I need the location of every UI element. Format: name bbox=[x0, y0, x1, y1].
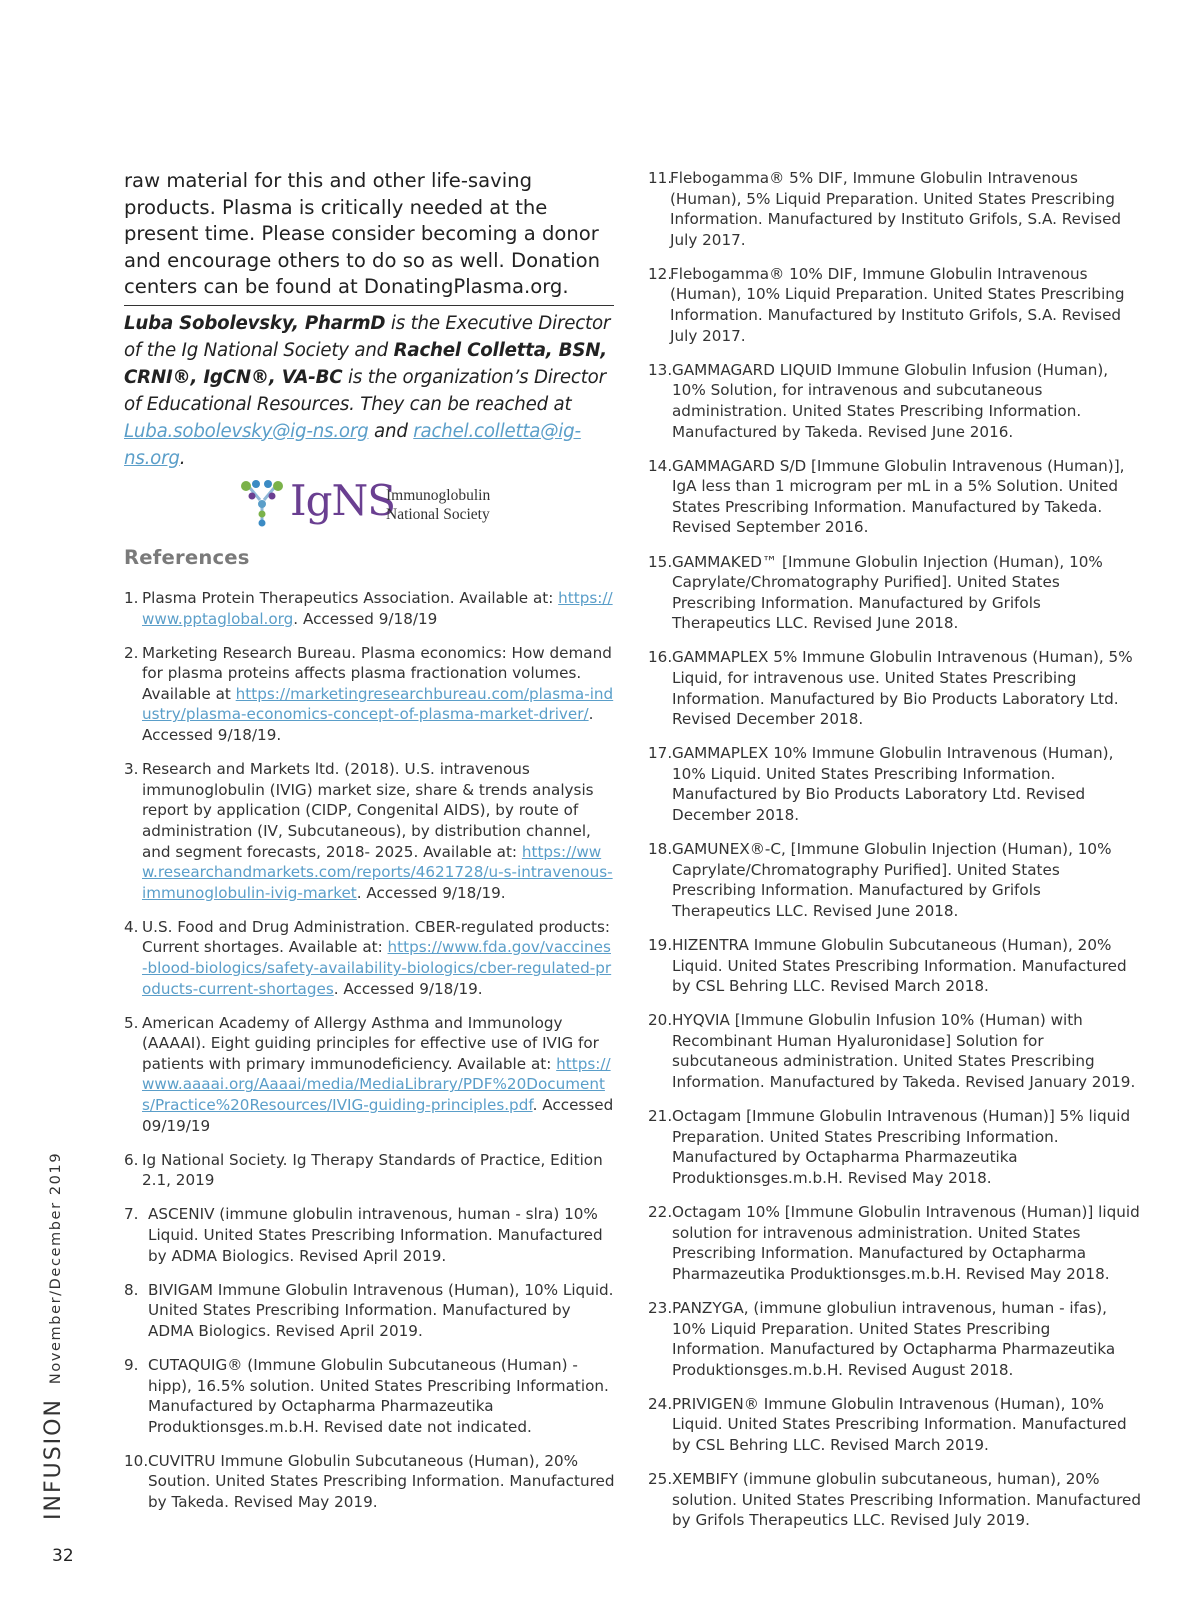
magazine-title: INFUSION bbox=[41, 1398, 66, 1520]
logo-org-line-2: National Society bbox=[386, 506, 490, 523]
reference-item bbox=[124, 1204, 616, 1266]
reference-item bbox=[124, 1280, 616, 1342]
reference-number: 11. bbox=[648, 169, 673, 187]
reference-citation: American Academy of Allergy Asthma and Immunology (AAAAI). Eight guiding principles for effective use of IVIG for patients with primary immunodeficiency. Available at: bbox=[142, 1013, 599, 1073]
reference-citation: BIVIGAM Immune Globulin Intravenous (Human), 10% Liquid. United States Prescribing Information. Manufactured by ADMA Biologics. Revised April 2019. bbox=[148, 1280, 614, 1340]
reference-citation: ASCENIV (immune globulin intravenous, human - slra) 10% Liquid. United States Prescribing Information. Manufactured by ADMA Biologics. Revised April 2019. bbox=[148, 1205, 603, 1265]
reference-text: Flebogamma® 5% DIF, Immune Globulin Intravenous (Human), 5% Liquid Preparation. United States Prescribing Information. Manufactured by Instituto Grifols, S.A. Revised July 2017. bbox=[670, 169, 1122, 249]
reference-number: 23. bbox=[648, 1298, 673, 1317]
reference-text bbox=[124, 1451, 616, 1513]
reference-item bbox=[648, 1469, 1143, 1531]
reference-text: HYQVIA [Immune Globulin Infusion 10% (Human) with Recombinant Human Hyaluronidase] Solution for subcutaneous administration. United States Prescribing Information. Manufactured by Takeda. Revised January 2019. bbox=[672, 1011, 1136, 1092]
reference-item bbox=[648, 1394, 1143, 1456]
reference-text bbox=[124, 759, 616, 903]
references-list-left bbox=[124, 588, 616, 1526]
reference-number: 9. bbox=[124, 1356, 139, 1374]
reference-text: GAMMAPLEX 5% Immune Globulin Intravenous (Human), 5% Liquid, for intravenous use. United States Prescribing Information. Manufactured by Bio Products Laboratory Ltd. Revised December 2018. bbox=[672, 648, 1133, 729]
reference-citation: Ig National Society. Ig Therapy Standards of Practice, Edition 2.1, 2019 bbox=[142, 1150, 603, 1190]
references-list-right bbox=[648, 168, 1143, 1544]
author-name-2: Rachel Colletta, BSN, CRNI®, IgCN®, VA-BC bbox=[124, 339, 607, 388]
reference-item bbox=[648, 168, 1143, 250]
reference-item bbox=[648, 360, 1143, 442]
reference-number: 2. bbox=[124, 643, 139, 662]
reference-text: GAMMAGARD LIQUID Immune Globulin Infusion (Human), 10% Solution, for intravenous and subcutaneous administration. United States Prescribing Information. Manufactured by Takeda. Revised June 2016. bbox=[672, 360, 1109, 441]
molecule-icon bbox=[238, 478, 288, 528]
reference-item bbox=[124, 643, 616, 746]
reference-citation: Research and Markets ltd. (2018). U.S. intravenous immunoglobulin (IVIG) market size, share & trends analysis report by application (CIDP, Congenital AIDS), by route of administration (IV, Subcutaneous), by distribution channel, and segment forecasts, 2018- 2025. Available at: bbox=[142, 760, 594, 861]
reference-text: GAMMAPLEX 10% Immune Globulin Intravenous (Human), 10% Liquid. United States Prescribing Information. Manufactured by Bio Products Laboratory Ltd. Revised December 2018. bbox=[672, 744, 1114, 825]
reference-citation: CUTAQUIG® (Immune Globulin Subcutaneous (Human) - hipp), 16.5% solution. United States Prescribing Information. Manufactured by Octapharma Pharmazeutika Produktionsges.m.b.H. Revised date not indicated. bbox=[148, 1356, 609, 1436]
reference-number: 14. bbox=[648, 456, 673, 475]
reference-link[interactable]: https://www.researchandmarkets.com/reports/4621728/u-s-intravenous-immunoglobulin-ivig-market bbox=[142, 842, 613, 902]
reference-item bbox=[124, 759, 616, 903]
reference-item bbox=[648, 264, 1143, 346]
reference-item bbox=[648, 743, 1143, 825]
reference-citation: Marketing Research Bureau. Plasma economics: How demand for plasma proteins affects plasma fractionation volumes. Available at bbox=[142, 643, 612, 703]
reference-number: 4. bbox=[124, 917, 139, 936]
reference-number: 1. bbox=[124, 589, 139, 607]
email-link-rachel[interactable]: rachel.colletta@ig-ns.org bbox=[124, 420, 581, 469]
reference-text: Octagam 10% [Immune Globulin Intravenous (Human)] liquid solution for intravenous administration. United States Prescribing Information. Manufactured by Octapharma Pharmazeutika Produktionsges.m.b.H. Revised May 2018. bbox=[672, 1203, 1140, 1283]
logo-org-line-1: Immunoglobulin bbox=[386, 487, 491, 504]
reference-number: 19. bbox=[648, 936, 673, 954]
logo-wordmark: IgNS bbox=[290, 476, 395, 525]
reference-item bbox=[124, 1013, 616, 1137]
reference-item bbox=[648, 552, 1143, 634]
reference-text: GAMMAGARD S/D [Immune Globulin Intravenous (Human)], IgA less than 1 microgram per mL in a 5% Solution. United States Prescribing Information. Manufactured by Takeda. Revised September 2016. bbox=[672, 456, 1125, 537]
reference-citation: Plasma Protein Therapeutics Association. Available at: bbox=[142, 589, 559, 607]
reference-text: PRIVIGEN® Immune Globulin Intravenous (Human), 10% Liquid. United States Prescribing Information. Manufactured by CSL Behring LLC. Revised March 2019. bbox=[672, 1394, 1127, 1454]
left-column bbox=[124, 168, 614, 472]
references-heading: References bbox=[124, 546, 250, 569]
reference-number: 5. bbox=[124, 1013, 139, 1032]
reference-item bbox=[124, 588, 616, 629]
bio-text-3: and bbox=[368, 420, 414, 442]
reference-text bbox=[124, 643, 616, 746]
email-link-luba[interactable]: Luba.sobolevsky@ig-ns.org bbox=[124, 420, 369, 442]
reference-text bbox=[124, 1204, 616, 1266]
reference-text: XEMBIFY (immune globulin subcutaneous, human), 20% solution. United States Prescribing Information. Manufactured by Grifols Therapeutics LLC. Revised July 2019. bbox=[672, 1470, 1142, 1530]
reference-number: 24. bbox=[648, 1394, 673, 1413]
reference-text bbox=[124, 588, 616, 629]
reference-number: 16. bbox=[648, 648, 673, 667]
issue-date: November/December 2019 bbox=[48, 1151, 64, 1385]
reference-text bbox=[124, 917, 616, 999]
reference-link[interactable]: https://www.aaaai.org/Aaaai/media/MediaLibrary/PDF%20Documents/Practice%20Resources/IVIG-guiding-principles.pdf bbox=[142, 1054, 611, 1115]
reference-item bbox=[648, 839, 1143, 921]
reference-number: 7. bbox=[124, 1205, 139, 1224]
reference-item bbox=[124, 1355, 616, 1437]
reference-text bbox=[124, 1280, 616, 1342]
reference-text bbox=[124, 1013, 616, 1137]
reference-number: 3. bbox=[124, 760, 139, 779]
logo-org-name bbox=[386, 486, 490, 524]
reference-text bbox=[124, 1355, 616, 1437]
igns-logo bbox=[238, 478, 498, 536]
reference-accessed: . Accessed 9/18/19. bbox=[356, 883, 506, 902]
bio-text-4: . bbox=[179, 447, 186, 469]
bio-text-2: is the organization’s Director of Educational Resources. They can be reached at bbox=[124, 366, 606, 415]
reference-item bbox=[648, 1106, 1143, 1188]
reference-text: GAMUNEX®-C, [Immune Globulin Injection (Human), 10% Caprylate/Chromatography Purified]. United States Prescribing Information. Manufactured by Grifols Therapeutics LLC. Revised June 2018. bbox=[672, 840, 1112, 920]
divider-rule bbox=[124, 305, 614, 306]
reference-number: 20. bbox=[648, 1011, 673, 1030]
reference-text: Flebogamma® 10% DIF, Immune Globulin Intravenous (Human), 10% Liquid Preparation. United States Prescribing Information. Manufactured by Instituto Grifols, S.A. Revised July 2017. bbox=[670, 264, 1125, 345]
reference-link[interactable]: https://marketingresearchbureau.com/plasma-industry/plasma-economics-concept-of-plasma-market-driver/ bbox=[142, 684, 614, 724]
reference-item bbox=[648, 1202, 1143, 1284]
reference-number: 17. bbox=[648, 744, 673, 763]
reference-text: GAMMAKED™ [Immune Globulin Injection (Human), 10% Caprylate/Chromatography Purified]. United States Prescribing Information. Manufactured by Grifols Therapeutics LLC. Revised June 2018. bbox=[672, 552, 1103, 633]
reference-accessed: . Accessed 9/18/19 bbox=[293, 609, 438, 628]
reference-item bbox=[648, 1010, 1143, 1092]
lead-paragraph: raw material for this and other life-saving products. Plasma is critically needed at the present time. Please consider becoming a donor and encourage others to do so as well. Donation centers can be found at DonatingPlasma.org. bbox=[124, 169, 601, 298]
reference-number: 22. bbox=[648, 1203, 673, 1222]
reference-citation: U.S. Food and Drug Administration. CBER-regulated products: Current shortages. Available at: bbox=[142, 917, 611, 957]
reference-text bbox=[124, 1150, 616, 1191]
reference-number: 25. bbox=[648, 1470, 673, 1489]
reference-item bbox=[648, 456, 1143, 538]
reference-number: 10. bbox=[124, 1451, 149, 1470]
reference-number: 8. bbox=[124, 1280, 139, 1299]
reference-number: 15. bbox=[648, 552, 673, 571]
reference-item bbox=[124, 917, 616, 999]
reference-item bbox=[124, 1150, 616, 1191]
reference-number: 18. bbox=[648, 840, 673, 859]
author-bio bbox=[124, 310, 614, 472]
reference-item bbox=[124, 1451, 616, 1513]
reference-item bbox=[648, 1298, 1143, 1380]
reference-number: 6. bbox=[124, 1150, 139, 1169]
reference-accessed: . Accessed 09/19/19 bbox=[142, 1096, 614, 1135]
reference-item bbox=[648, 647, 1143, 729]
reference-number: 13. bbox=[648, 360, 673, 379]
reference-accessed: . Accessed 9/18/19. bbox=[142, 705, 594, 745]
reference-text: Octagam [Immune Globulin Intravenous (Human)] 5% liquid Preparation. United States Prescribing Information. Manufactured by Octapharma Pharmazeutika Produktionsges.m.b.H. Revised May 2018. bbox=[672, 1107, 1131, 1187]
reference-text: PANZYGA, (immune globuliun intravenous, human - ifas), 10% Liquid Preparation. United States Prescribing Information. Manufactured by Octapharma Pharmazeutika Produktionsges.m.b.H. Revised August 2018. bbox=[672, 1298, 1116, 1379]
reference-accessed: . Accessed 9/18/19. bbox=[333, 979, 483, 998]
author-name-1: Luba Sobolevsky, PharmD bbox=[124, 312, 386, 334]
page-number: 32 bbox=[52, 1546, 74, 1566]
reference-link[interactable]: https://www.pptaglobal.org bbox=[142, 589, 613, 628]
magazine-sidebar bbox=[41, 1152, 66, 1520]
reference-item bbox=[648, 935, 1143, 997]
reference-link[interactable]: https://www.fda.gov/vaccines-blood-biologics/safety-availability-biologics/cber-regulated-products-current-shortages bbox=[142, 938, 612, 998]
reference-citation: CUVITRU Immune Globulin Subcutaneous (Human), 20% Soution. United States Prescribing Information. Manufactured by Takeda. Revised May 2019. bbox=[148, 1451, 615, 1512]
reference-text: HIZENTRA Immune Globulin Subcutaneous (Human), 20% Liquid. United States Prescribing Information. Manufactured by CSL Behring LLC. Revised March 2018. bbox=[672, 936, 1127, 996]
bio-text-1: is the Executive Director of the Ig National Society and bbox=[124, 312, 611, 361]
reference-number: 12. bbox=[648, 264, 673, 283]
reference-number: 21. bbox=[648, 1107, 673, 1126]
